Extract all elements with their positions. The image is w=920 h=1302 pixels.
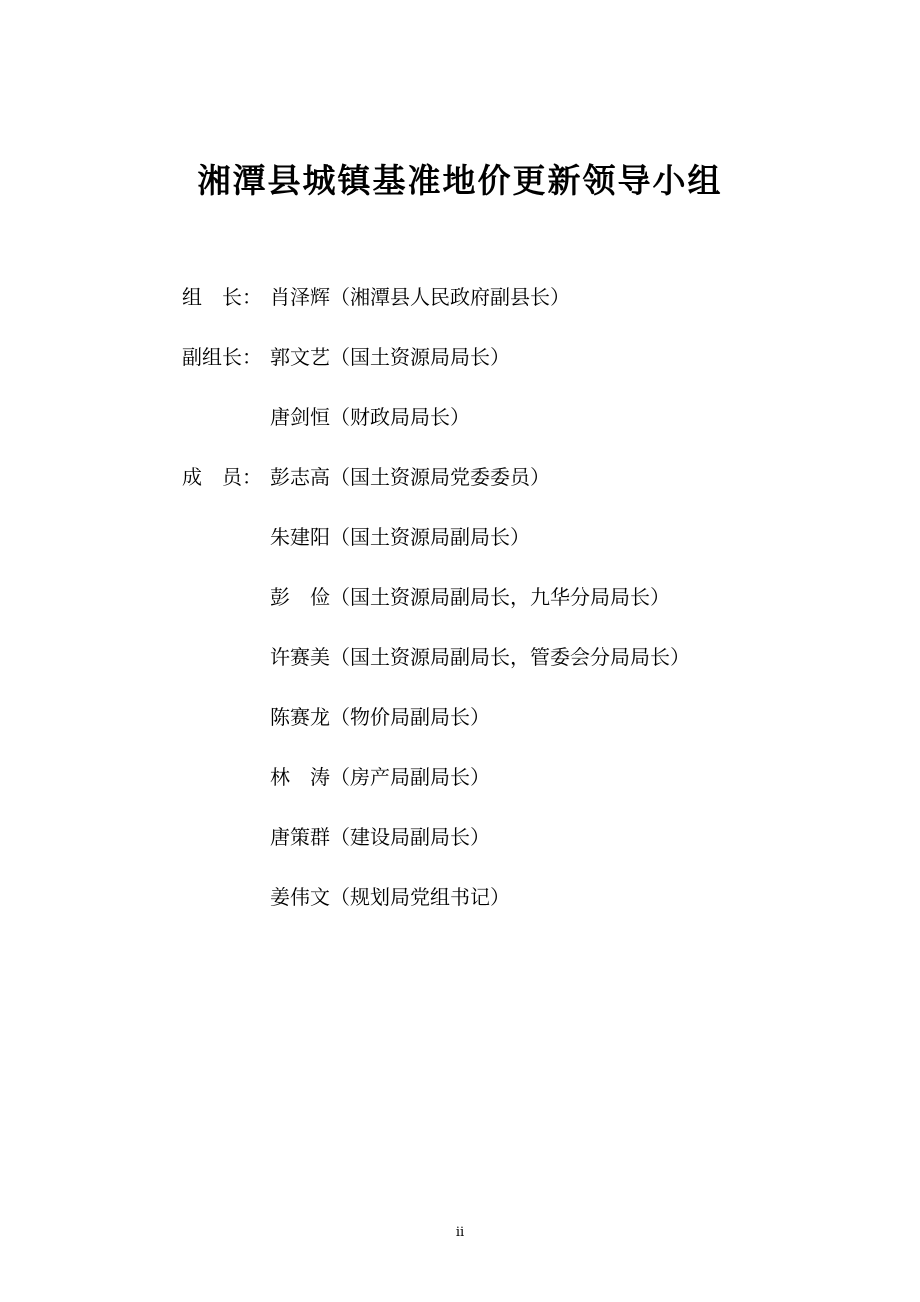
role-label: 组 长：: [182, 285, 262, 309]
member-name: 林 涛: [270, 765, 330, 789]
list-item: [182, 702, 490, 732]
member-position: （国土资源局局长）: [330, 345, 510, 369]
member-position: （物价局副局长）: [330, 705, 490, 729]
member-position: （国土资源局副局长，管委会分局局长）: [330, 645, 690, 669]
list-item: [182, 342, 510, 372]
member-position: （财政局局长）: [330, 405, 470, 429]
member-name: 郭文艺: [270, 345, 330, 369]
member-name: 陈赛龙: [270, 705, 330, 729]
list-item: [182, 582, 670, 612]
page-title: 湘潭县城镇基准地价更新领导小组: [197, 161, 723, 200]
member-name: 姜伟文: [270, 885, 330, 909]
list-item: [182, 282, 570, 312]
member-position: （国土资源局党委委员）: [330, 465, 550, 489]
list-item: [182, 402, 470, 432]
list-item: [182, 642, 690, 672]
member-position: （湘潭县人民政府副县长）: [330, 285, 570, 309]
member-name: 肖泽辉: [270, 285, 330, 309]
member-position: （建设局副局长）: [330, 825, 490, 849]
member-position: （国土资源局副局长，九华分局局长）: [330, 585, 670, 609]
list-item: [182, 462, 550, 492]
member-position: （规划局党组书记）: [330, 885, 510, 909]
list-item: [182, 882, 510, 912]
member-name: 彭 俭: [270, 585, 330, 609]
role-label: 副组长：: [182, 345, 262, 369]
member-name: 彭志高: [270, 465, 330, 489]
member-name: 唐策群: [270, 825, 330, 849]
list-item: [182, 822, 490, 852]
list-item: [182, 762, 490, 792]
page-number: ii: [455, 1225, 465, 1240]
member-name: 朱建阳: [270, 525, 330, 549]
role-label: 成 员：: [182, 465, 262, 489]
member-name: 许赛美: [270, 645, 330, 669]
member-position: （国土资源局副局长）: [330, 525, 530, 549]
member-position: （房产局副局长）: [330, 765, 490, 789]
member-name: 唐剑恒: [270, 405, 330, 429]
list-item: [182, 522, 530, 552]
